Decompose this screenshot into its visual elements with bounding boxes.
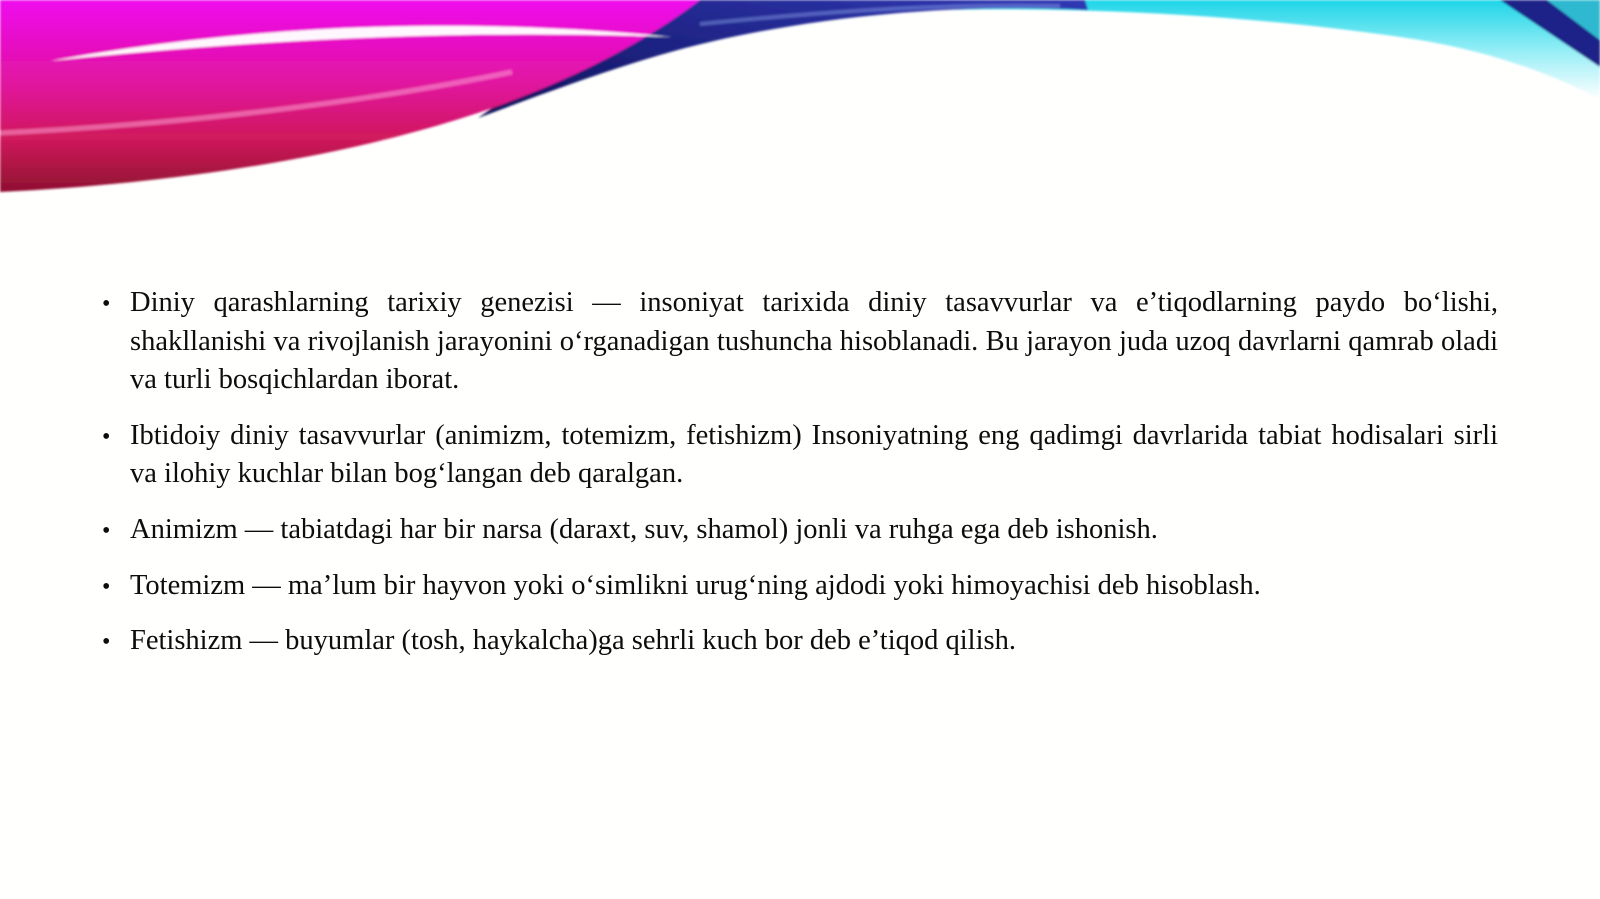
bullet-text: Ibtidoiy diniy tasavvurlar (animizm, totemizm, fetishizm) Insoniyatning eng qadimgi davrlarida tabiat hodisalari sirli va ilohiy kuchlar bilan bog‘langan deb qaralgan. [130,419,1498,490]
bullet-text: Animizm — tabiatdagi har bir narsa (daraxt, suv, shamol) jonli va ruhga ega deb ishonish. [130,513,1158,545]
bullet-item [102,622,1498,661]
bullet-marker-icon: • [102,291,111,317]
bullet-item [102,511,1498,550]
bullet-item [102,567,1498,606]
bullet-text: Diniy qarashlarning tarixiy genezisi — insoniyat tarixida diniy tasavvurlar va e’tiqodlarning paydo bo‘lishi, shakllanishi va rivojlanish jarayonini o‘rganadigan tushuncha hisoblanadi. Bu jarayon juda uzoq davrlarni qamrab oladi va turli bosqichlardan iborat. [130,287,1498,396]
bullet-item [102,284,1498,400]
bullet-text: Fetishizm — buyumlar (tosh, haykalcha)ga sehrli kuch bor deb e’tiqod qilish. [130,625,1016,657]
decorative-wave-graphic [0,0,1600,215]
bullet-marker-icon: • [102,629,111,656]
bullet-marker-icon: • [102,517,111,544]
bullet-marker-icon: • [102,423,111,450]
cyan-wave-shape [935,0,1600,100]
bullet-text: Totemizm — ma’lum bir hayvon yoki o‘simlikni urug‘ning ajdodi yoki himoyachisi deb hisoblash. [130,569,1261,601]
bullet-list [102,284,1498,678]
bullet-item [102,417,1498,494]
bullet-marker-icon: • [102,573,111,600]
